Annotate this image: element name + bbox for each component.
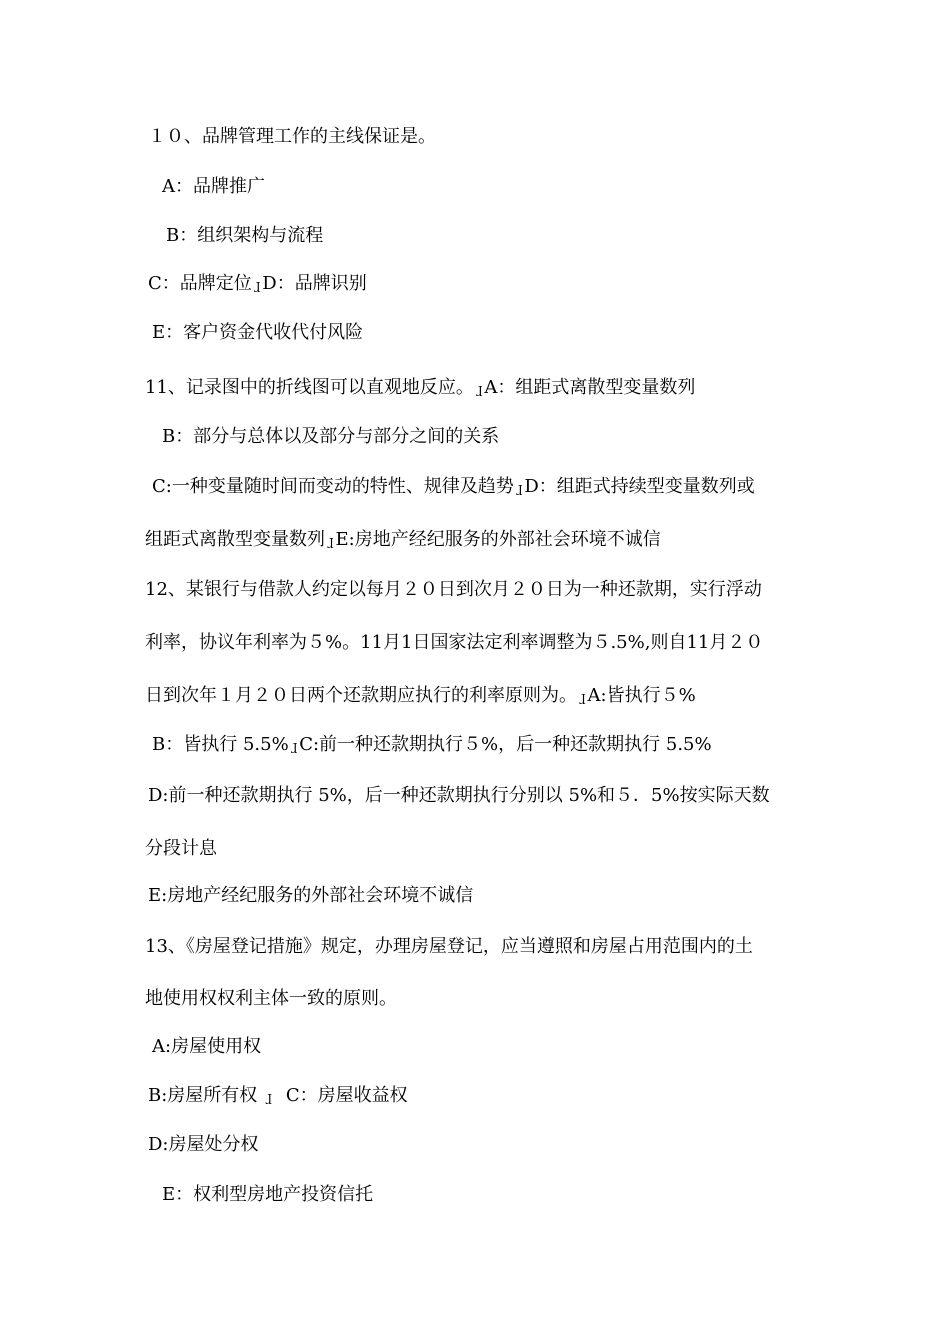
q12-stem-line-2: 利率，协议年利率为５%。11月1日国家法定利率调整为５.5%,则自11月２０ [145,632,764,653]
q11-option-d-part2: 组距式离散型变量数列 [145,529,325,550]
q10-option-d: D：品牌识别 [262,273,367,294]
q13-option-b: B:房屋所有权 [148,1085,258,1106]
q12-options-b-c [152,733,712,759]
q11-option-b: B：部分与总体以及部分与部分之间的关系 [162,426,500,447]
q10-option-e: E：客户资金代收代付风险 [152,322,364,343]
q12-option-e: E:房地产经纪服务的外部社会环境不诚信 [148,885,474,906]
q13-option-c: C：房屋收益权 [285,1085,408,1106]
q11-option-d-part1: D：组距式持续型变量数列或 [524,476,755,497]
q11-option-e: E:房地产经纪服务的外部社会环境不诚信 [335,529,661,550]
q12-option-b: B：皆执行 5.5% [152,734,289,755]
q11-stem: 11、记录图中的折线图可以直观地反应。 [145,377,474,398]
option-separator: ɺ [290,742,298,757]
q13-stem-line-1: 13、《房屋登记措施》规定，办理房屋登记，应当遵照和房屋占用范围内的土 [145,936,753,957]
q10-option-a: A：品牌推广 [162,176,265,197]
q13-stem-line-2: 地使用权权利主体一致的原则。 [145,988,397,1009]
q12-stem-line-3 [145,684,696,710]
q10-option-c: C：品牌定位 [148,273,252,294]
option-separator: ɺ [253,281,261,296]
option-separator: ɺ [515,484,523,499]
option-separator: ɺ [475,385,483,400]
option-separator: ɺ [265,1093,272,1108]
q11-options-d-e [145,528,661,554]
q11-option-c: C:一种变量随时间而变动的特性、规律及趋势 [152,476,514,497]
q11-options-c-d [152,475,755,501]
q13-option-e: E：权利型房地产投资信托 [162,1184,374,1205]
option-separator: ɺ [579,693,586,708]
q12-option-a: A:皆执行５% [587,685,696,706]
q13-options-b-c [148,1084,408,1110]
q10-stem: １０、品牌管理工作的主线保证是。 [148,126,436,147]
q12-option-d-line-1: D:前一种还款期执行 5%，后一种还款期执行分别以 5%和５．5%按实际天数 [148,785,770,806]
q12-stem-part3: 日到次年１月２０日两个还款期应执行的利率原则为。 [145,685,577,706]
q11-option-a: A：组距式离散型变量数列 [484,377,696,398]
q10-options-c-d [148,272,367,298]
q13-option-d: D:房屋处分权 [148,1134,259,1155]
q11-stem-line [145,376,695,402]
q13-option-a: A:房屋使用权 [152,1036,262,1057]
q10-option-b: B：组织架构与流程 [166,225,324,246]
q12-option-c: C:前一种还款期执行５%，后一种还款期执行 5.5% [299,734,712,755]
option-separator: ɺ [327,537,334,552]
q12-stem-line-1: 12、某银行与借款人约定以每月２０日到次月２０日为一种还款期，实行浮动 [145,579,762,600]
q12-option-d-line-2: 分段计息 [145,838,217,859]
